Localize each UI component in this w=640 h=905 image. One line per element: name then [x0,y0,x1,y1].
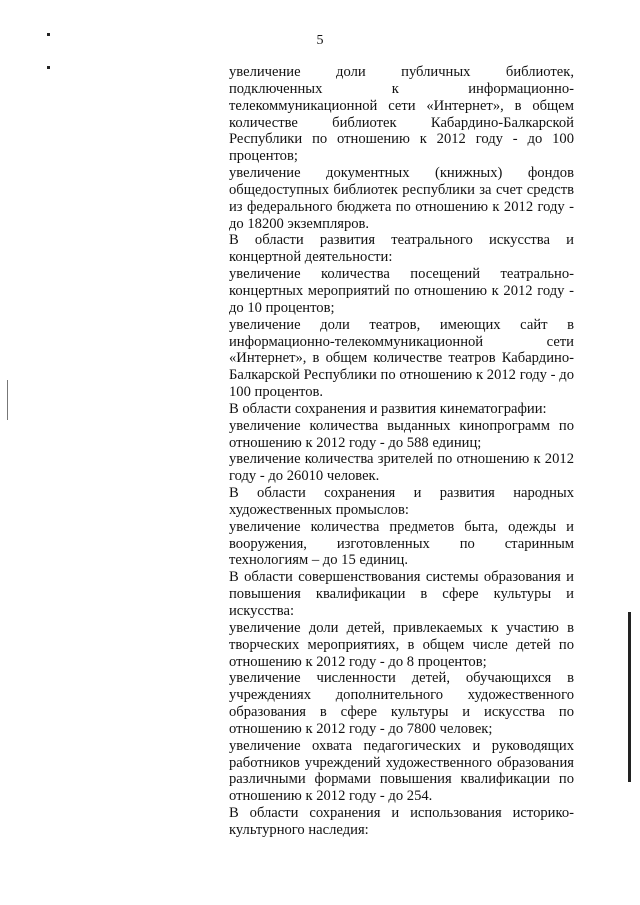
page-number: 5 [316,33,324,48]
paragraph: увеличение количества предметов быта, одежды и вооружения, изготовленных по старинным технологиям – до 15 единиц. [229,518,574,569]
scan-dot [47,33,50,36]
paragraph: увеличение доли публичных библиотек, подключенных к информационно-телекоммуникационной сети «Интернет», в общем количестве библиотек Кабардино-Балкарской Республики по отношению к 2012 году - до 100 процентов; [229,64,574,165]
paragraph: увеличение количества посещений театрально-концертных мероприятий по отношению к 2012 году - до 10 процентов; [229,266,574,316]
paragraph: увеличение количества зрителей по отношению к 2012 году - до 26010 человек. [229,451,574,485]
paragraph: В области сохранения и использования историко-культурного наследия: [229,805,574,838]
scan-edge-mark [628,612,631,782]
paragraph: увеличение количества выданных кинопрограмм по отношению к 2012 году - до 588 единиц; [229,417,574,451]
paragraph: В области развития театрального искусства и концертной деятельности: [229,232,574,266]
paragraph: увеличение доли детей, привлекаемых к участию в творческих мероприятиях, в общем числе детей по отношению к 2012 году - до 8 процентов; [229,619,574,670]
paragraph: увеличение доли театров, имеющих сайт в информационно-телекоммуникационной сети «Интернет», в общем количестве театров Кабардино-Балкарской Республики по отношению к 2012 году - до 100 процентов. [229,316,574,401]
paragraph: увеличение документных (книжных) фондов общедоступных библиотек республики за счет средств из федерального бюджета по отношению к 2012 году - до 18200 экземпляров. [229,165,574,232]
paragraph: В области сохранения и развития кинематографии: [229,400,547,417]
document-body [229,64,574,839]
scan-edge-mark [7,380,8,420]
scan-dot [47,66,50,69]
paragraph: увеличение численности детей, обучающихся в учреждениях дополнительного художественного образования в сфере культуры и искусства по отношению к 2012 году - до 7800 человек; [229,670,574,737]
paragraph: В области совершенствования системы образования и повышения квалификации в сфере культуры и искусства: [229,569,574,619]
paragraph: В области сохранения и развития народных художественных промыслов: [229,485,574,518]
paragraph: увеличение охвата педагогических и руководящих работников учреждений художественного образования различными формами повышения квалификации по отношению к 2012 году - до 254. [229,737,574,805]
